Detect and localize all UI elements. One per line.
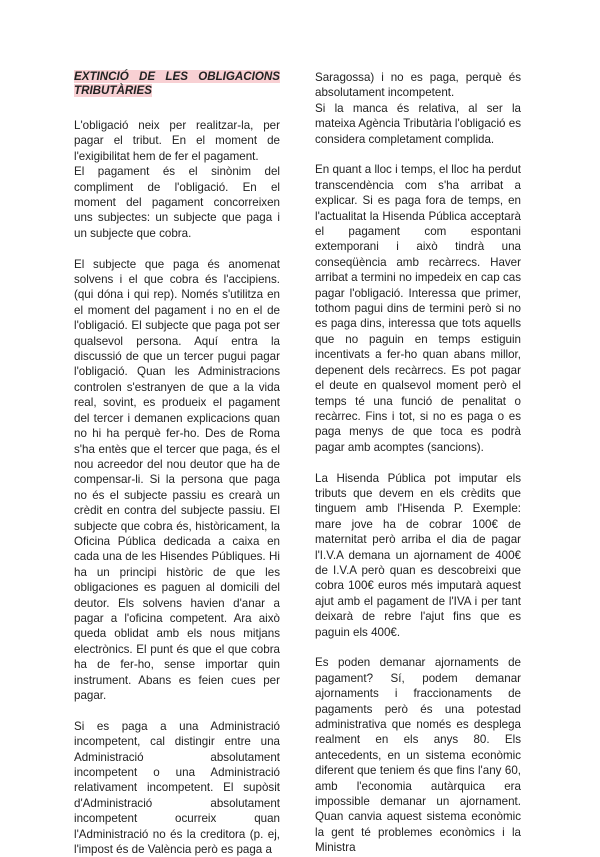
document-title-continued xyxy=(74,84,280,98)
paragraph: Es poden demanar ajornaments de pagament? Sí, podem demanar ajornaments i fraccionaments de pagaments però és una potestad administrativa que només es desplega realment en els anys 80. Els antecedents, en un sistema econòmic diferent que teniem és que fins l'any 60, amb l'economia autàrquica era impossible demanar un ajornament. Quan canvia aquest sistema econòmic la gent té problemes econòmics i la Ministra xyxy=(315,656,521,855)
paragraph: Si es paga a una Administració incompetent, cal distingir entre una Administració absolutament incompetent o una Administració relativament incompetent. El supòsit d'Administració absolutament incompetent ocurreix quan l'Administració no és la creditora (p. ej, l'impost és de València però es paga a xyxy=(74,719,280,857)
paragraph: El pagament és el sinònim del compliment de l'obligació. En el moment del pagament concorreixen uns subjectes: un subjecte que paga i un subjecte que cobra. xyxy=(74,165,280,240)
paragraph: La Hisenda Pública pot imputar els tributs que devem en els crèdits que tinguem amb l'Hisenda P. Exemple: mare jove ha de cobrar 100€ de maternitat però arriba el dia de pagar l'I.V.A demana un ajornament de 400€ de I.V.A però quan es descobreixi que cobra 100€ euros més imputarà aquest ajut amb el pagament de l'IVA i per tant deixarà de rebre l'ajut fins que es paguin els 400€. xyxy=(315,471,521,639)
paragraph: L'obligació neix per realitzar-la, per pagar el tribut. En el moment de l'exigibilitat hem de fer el pagament. xyxy=(74,119,280,163)
right-column xyxy=(315,70,521,856)
paragraph: Saragossa) i no es paga, perquè és absolutament incompetent. Si la manca és relativa, al ser la mateixa Agència Tributària l'obligació es considera completament complida. xyxy=(315,71,521,146)
paragraph: En quant a lloc i temps, el lloc ha perdut transcendència com s'ha arribat a explicar. Si es paga fora de temps, en l'actualitat la Hisenda Pública acceptarà el pagament com espontani extemporani i això tindrà una conseqüència amb recàrrecs. Haver arribat a termini no impedeix en cap cas pagar l'obligació. Interessa que primer, tothom pagui dins de termini però si no es paga dins, interessa que tots aquells que no paguin en temps estiguin incentivats a fer-ho quan abans millor, depenent dels recàrrecs. Es pot pagar el deute en qualsevol moment però el temps té una funció de penalitat o recàrrec. Fins i tot, si no es paga o es paga menys de que toca es podrà pagar amb acomptes (sancions). xyxy=(315,163,521,454)
document-title xyxy=(74,70,280,84)
paragraph: El subjecte que paga és anomenat solvens i el que cobra és l'accipiens. (qui dóna i qui rep). Només s'utilitza en el moment del pagament i no en el de l'obligació. El subjecte que paga pot ser qualsevol persona. Aquí entra la discussió de que un tercer pugui pagar l'obligació. Quan les Administracions controlen s'estranyen de que a la vida real, sovint, es produeix el pagament del tercer i demanen explicacions quan no hi ha perquè fer-ho. Des de Roma s'ha entès que el tercer que paga, és el nou acreedor del nou deutor que ha de compensar-li. Si la persona que paga no és el subjecte passiu es crearà un crèdit en contra del subjecte passiu. El subjecte que cobra és, històricament, la Oficina Pública dedicada a caixa en cada una de les Hisendes Públiques. Hi ha un principi històric de que les obligaciones es paguen al domicili del deutor. Els solvens havien d'anar a pagar a l'oficina competent. Ara això queda oblidat amb els nous mitjans electrònics. El punt és que el que cobra ha de fer-ho, sense importar quin instrument. Abans es feien cues per pagar. xyxy=(74,257,280,703)
left-column xyxy=(74,70,280,857)
title-line-1: EXTINCIÓ DE LES OBLIGACIONS xyxy=(74,70,280,83)
title-line-2: TRIBUTÀRIES xyxy=(74,83,152,97)
